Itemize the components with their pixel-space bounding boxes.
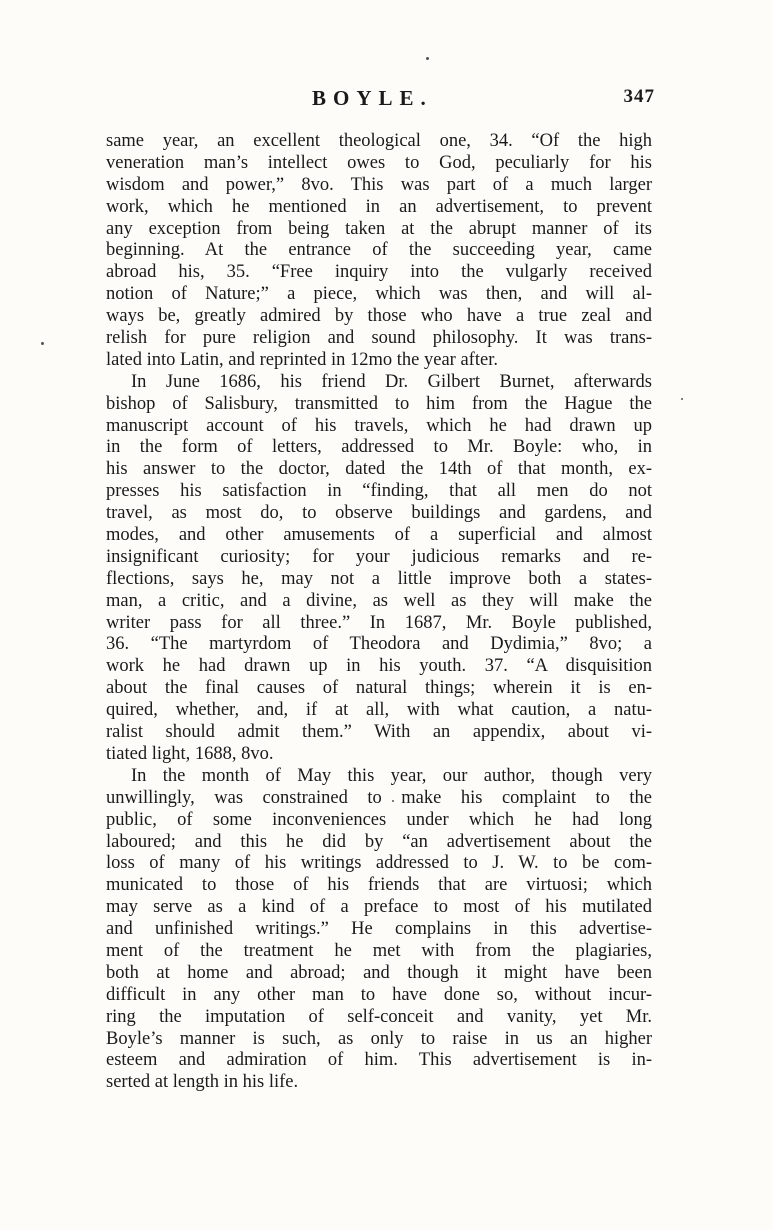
text-line: quired, whether, and, if at all, with what caution, a natu- <box>106 700 652 721</box>
text-line: travel, as most do, to observe buildings and gardens, and <box>106 503 652 524</box>
text-line: both at home and abroad; and though it might have been <box>106 962 652 983</box>
text-line: difficult in any other man to have done so, without incur- <box>106 984 652 1005</box>
page-header <box>0 86 773 116</box>
body-text <box>106 131 652 1094</box>
running-head: BOYLE. <box>312 86 433 110</box>
text-line: man, a critic, and a divine, as well as they will make the <box>106 590 652 611</box>
text-line: presses his satisfaction in “finding, that all men do not <box>106 481 652 502</box>
text-line: 36. “The martyrdom of Theodora and Dydimia,” 8vo; a <box>106 634 652 655</box>
text-line: unwillingly, was constrained to make his complaint to the <box>106 787 652 808</box>
text-line: in the form of letters, addressed to Mr. Boyle: who, in <box>106 437 652 458</box>
text-line: and unfinished writings.” He complains in this advertise- <box>106 919 652 940</box>
text-line: wisdom and power,” 8vo. This was part of a much larger <box>106 174 652 195</box>
text-line: Boyle’s manner is such, as only to raise in us an higher <box>106 1028 652 1049</box>
ink-speck <box>426 57 429 60</box>
text-line: any exception from being taken at the abrupt manner of its <box>106 218 652 239</box>
text-line: insignificant curiosity; for your judicious remarks and re- <box>106 546 652 567</box>
text-line: ment of the treatment he met with from the plagiaries, <box>106 940 652 961</box>
text-line: municated to those of his friends that are virtuosi; which <box>106 875 652 896</box>
text-line: flections, says he, may not a little improve both a states- <box>106 568 652 589</box>
text-line: ways be, greatly admired by those who have a true zeal and <box>106 306 652 327</box>
text-line: about the final causes of natural things; wherein it is en- <box>106 678 652 699</box>
ink-speck <box>41 342 44 345</box>
text-line: modes, and other amusements of a superficial and almost <box>106 525 652 546</box>
ink-speck <box>681 398 683 400</box>
text-line: public, of some inconveniences under which he had long <box>106 809 652 830</box>
text-line: relish for pure religion and sound philosophy. It was trans- <box>106 328 652 349</box>
text-line: serted at length in his life. <box>106 1072 299 1093</box>
paragraph <box>106 131 652 372</box>
text-line: notion of Nature;” a piece, which was then, and will al- <box>106 284 652 305</box>
text-line: esteem and admiration of him. This advertisement is in- <box>106 1050 652 1071</box>
text-line: work, which he mentioned in an advertisement, to prevent <box>106 196 652 217</box>
text-line: ring the imputation of self-conceit and vanity, yet Mr. <box>106 1006 652 1027</box>
text-line: abroad his, 35. “Free inquiry into the vulgarly received <box>106 262 652 283</box>
text-line: ralist should admit them.” With an appendix, about vi- <box>106 722 652 743</box>
text-line: lated into Latin, and reprinted in 12mo the year after. <box>106 349 498 370</box>
text-line: may serve as a kind of a preface to most of his mutilated <box>106 897 652 918</box>
page-number: 347 <box>623 86 655 107</box>
text-line: work he had drawn up in his youth. 37. “A disquisition <box>106 656 652 677</box>
text-line: beginning. At the entrance of the succeeding year, came <box>106 240 652 261</box>
text-line: veneration man’s intellect owes to God, peculiarly for his <box>106 152 652 173</box>
text-line: tiated light, 1688, 8vo. <box>106 743 274 764</box>
text-line: laboured; and this he did by “an advertisement about the <box>106 831 652 852</box>
text-line: In June 1686, his friend Dr. Gilbert Burnet, afterwards <box>131 371 652 392</box>
paragraph <box>106 372 652 766</box>
paragraph <box>106 766 652 1094</box>
text-line: loss of many of his writings addressed to J. W. to be com- <box>106 853 652 874</box>
text-line: bishop of Salisbury, transmitted to him from the Hague the <box>106 393 652 414</box>
text-line: his answer to the doctor, dated the 14th of that month, ex- <box>106 459 652 480</box>
text-line: In the month of May this year, our author, though very <box>131 765 652 786</box>
text-line: manuscript account of his travels, which he had drawn up <box>106 415 652 436</box>
text-line: writer pass for all three.” In 1687, Mr. Boyle published, <box>106 612 652 633</box>
text-line: same year, an excellent theological one, 34. “Of the high <box>106 131 652 151</box>
